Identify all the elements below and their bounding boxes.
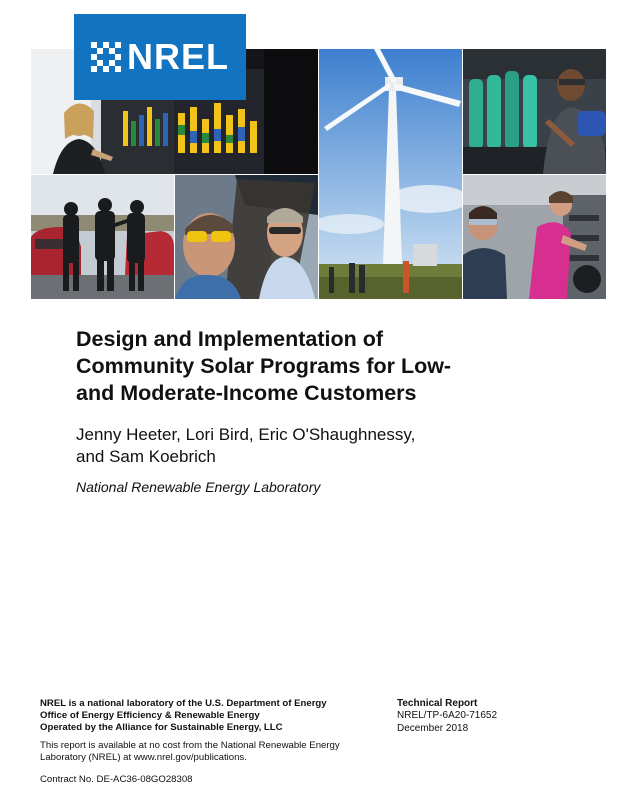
photo-wind-turbine <box>319 49 462 299</box>
report-title <box>76 326 596 407</box>
report-number: NREL/TP-6A20-71652 <box>397 710 498 721</box>
availability-line: Laboratory (NREL) at www.nrel.gov/publications. <box>40 752 247 763</box>
photo-lab-scientist <box>463 49 606 174</box>
contract-number: Contract No. DE-AC36-08GO28308 <box>40 774 193 785</box>
photo-lab-workers <box>463 175 606 299</box>
report-date: December 2018 <box>397 722 469 734</box>
availability-note <box>40 740 380 764</box>
nrel-logo-text: NREL <box>127 36 229 77</box>
authors-line: and Sam Koebrich <box>76 447 216 466</box>
organization-name: National Renewable Energy Laboratory <box>76 479 321 495</box>
title-line: Design and Implementation of <box>76 327 383 351</box>
photo-selfie-solar <box>175 175 318 299</box>
nrel-logo-mark-icon <box>91 42 121 72</box>
nrel-logo <box>74 14 246 100</box>
lab-statement-line: Office of Energy Efficiency & Renewable Energy <box>40 710 260 721</box>
report-authors <box>76 424 596 468</box>
report-type: Technical Report <box>397 698 478 709</box>
footer-report-info <box>397 698 597 735</box>
authors-line: Jenny Heeter, Lori Bird, Eric O'Shaughnessy, <box>76 425 416 444</box>
availability-line: This report is available at no cost from the National Renewable Energy <box>40 740 340 751</box>
footer-lab-info <box>40 698 380 786</box>
lab-statement-line: Operated by the Alliance for Sustainable Energy, LLC <box>40 722 283 733</box>
photo-ev-charging <box>31 175 174 299</box>
title-line: Community Solar Programs for Low- <box>76 354 452 378</box>
title-line: and Moderate-Income Customers <box>76 381 417 405</box>
lab-statement-line: NREL is a national laboratory of the U.S. Department of Energy <box>40 698 327 709</box>
